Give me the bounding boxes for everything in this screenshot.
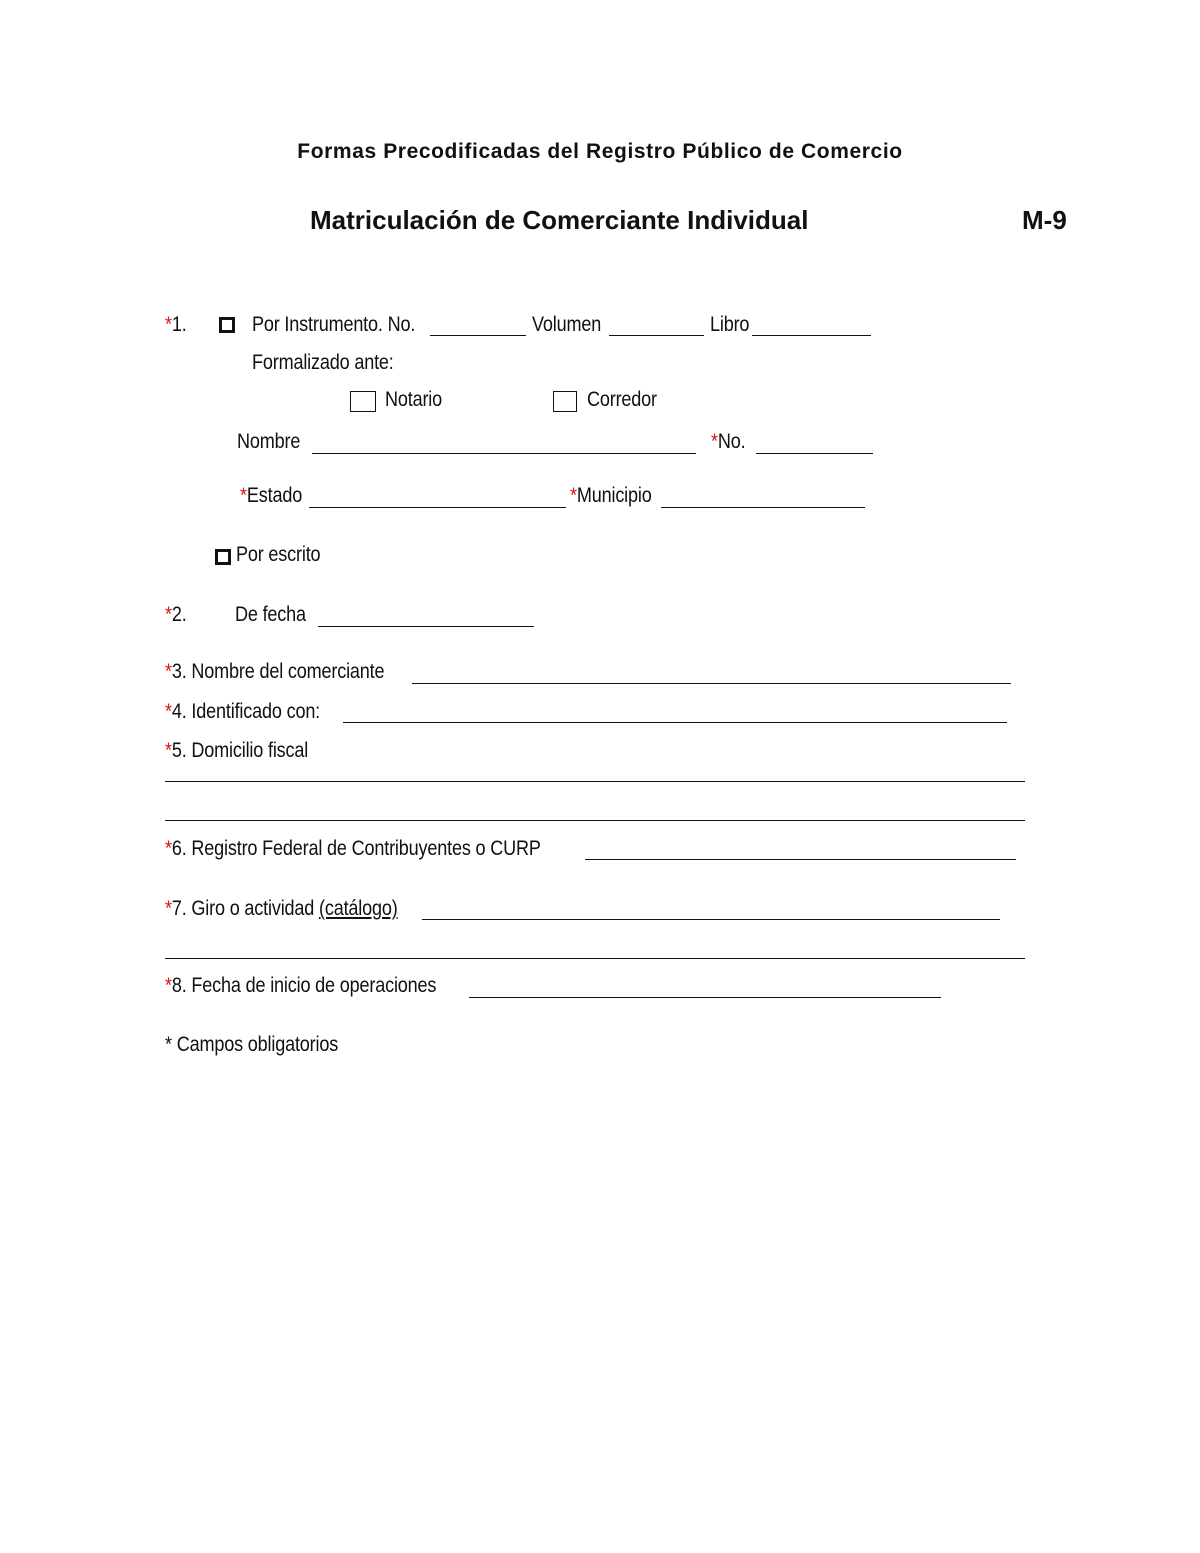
libro-field[interactable] [752,335,871,336]
catalogo-link[interactable]: (catálogo) [319,897,398,920]
estado-label-group [240,484,302,508]
giro-actividad-field[interactable] [422,919,1000,920]
required-asterisk: * [240,484,247,507]
de-fecha-field[interactable] [318,626,534,627]
por-escrito-checkbox[interactable] [215,549,231,565]
no-label: No. [717,430,746,453]
instrumento-no-field[interactable] [430,335,526,336]
domicilio-fiscal-label: 5. Domicilio fiscal [171,739,309,762]
notario-label: Notario [385,388,443,411]
libro-label: Libro [710,313,750,336]
fecha-inicio-label: 8. Fecha de inicio de operaciones [171,974,437,997]
municipio-field[interactable] [661,507,865,508]
municipio-label: Municipio [576,484,652,507]
required-asterisk: * [165,603,172,626]
item2-number [165,603,187,627]
form-code: M-9 [1022,205,1067,235]
required-asterisk: * [165,739,172,762]
nombre-comerciante-field[interactable] [412,683,1011,684]
rfc-curp-field[interactable] [585,859,1016,860]
fecha-inicio-field[interactable] [469,997,941,998]
volumen-field[interactable] [609,335,704,336]
campos-obligatorios-label: Campos obligatorios [171,1033,339,1056]
item5-label-group [165,739,308,763]
corredor-checkbox[interactable] [553,391,577,412]
notario-checkbox[interactable] [350,391,376,412]
nombre-field[interactable] [312,453,696,454]
item6-label-group [165,837,541,861]
identificado-con-field[interactable] [343,722,1007,723]
municipio-label-group [570,484,652,508]
estado-field[interactable] [309,507,566,508]
required-asterisk: * [165,700,172,723]
por-escrito-label: Por escrito [236,543,321,566]
formalizado-ante-label: Formalizado ante: [252,351,394,374]
no-label-group [711,430,745,454]
required-asterisk: * [165,974,172,997]
item4-label-group [165,700,320,724]
footer-asterisk: * [165,1033,172,1056]
domicilio-fiscal-field-1[interactable] [165,781,1025,782]
nombre-comerciante-label: 3. Nombre del comerciante [171,660,385,683]
por-instrumento-checkbox[interactable] [219,317,235,333]
required-asterisk: * [165,660,172,683]
domicilio-fiscal-field-2[interactable] [165,820,1025,821]
form-supertitle: Formas Precodificadas del Registro Público de Comercio [297,140,903,163]
item8-label-group [165,974,436,998]
de-fecha-label: De fecha [235,603,306,626]
item1-number-label: 1. [171,313,187,336]
item7-label-group [165,897,398,921]
nombre-label: Nombre [237,430,301,453]
required-asterisk: * [165,313,172,336]
required-asterisk: * [570,484,577,507]
required-asterisk: * [165,837,172,860]
item3-label-group [165,660,384,684]
no-field[interactable] [756,453,873,454]
rfc-curp-label: 6. Registro Federal de Contribuyentes o CURP [171,837,541,860]
item2-number-label: 2. [171,603,187,626]
estado-label: Estado [246,484,303,507]
volumen-label: Volumen [532,313,602,336]
giro-actividad-field-2[interactable] [165,958,1025,959]
campos-obligatorios-note [165,1033,338,1057]
required-asterisk: * [165,897,172,920]
corredor-label: Corredor [587,388,657,411]
form-title: Matriculación de Comerciante Individual [310,205,809,235]
required-asterisk: * [711,430,718,453]
por-instrumento-label: Por Instrumento. No. [252,313,416,336]
item1-number [165,313,187,337]
giro-actividad-label: 7. Giro o actividad [171,897,315,920]
identificado-con-label: 4. Identificado con: [171,700,321,723]
